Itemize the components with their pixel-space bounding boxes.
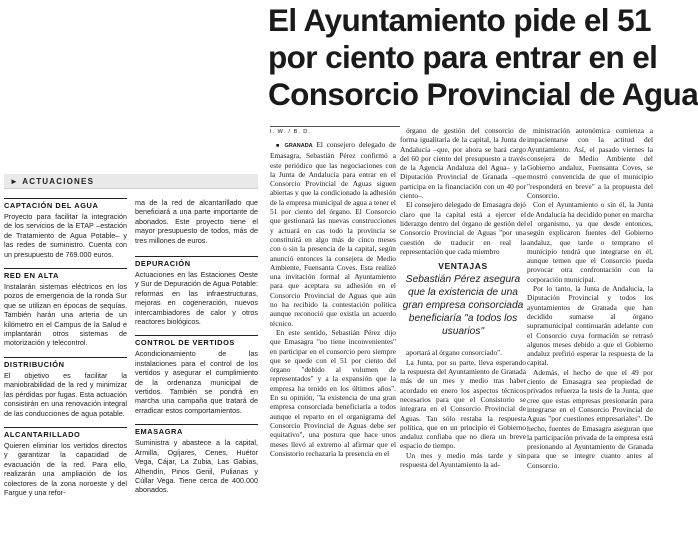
sidebar-left-column — [4, 198, 127, 506]
article-paragraph: Por lo tanto, la Junta de Andalucía, la Diputación Provincial y todos los ayuntamientos de Granada que han decidido sumarse al órgano supramunicipal continuarán adelante con el Consorcio cuya formación se retrasó algunos meses debido a que el Gobierno andaluz prefirió esperar la respuesta de la capital. — [527, 284, 653, 368]
sidebar-right-column — [135, 256, 258, 504]
article-paragraph: Con el Ayuntamiento o sin él, la Junta de Andalucía ha decidido poner en marcha el organismo, ya que desde entonces, según explicaron fuentes del Gobierno andaluz, que tarde o temprano el municipio tendrá que integrarse en él, aunque temen que el Consorcio pueda provocar otra confrontación con la corporación municipal. — [527, 200, 653, 284]
article-paragraph — [270, 140, 396, 328]
sidebar-label: ► ACTUACIONES — [4, 174, 258, 189]
pull-quote — [400, 262, 526, 338]
article-paragraph: Además, el hecho de que el 49 por ciento de Emasagra sea propiedad de privados refuerza la tesis de la Junta, que cree que estas empresas presionarán para integrarse en el Consorcio Provincial de Aguas "por cuestiones empresariales". De hecho, fuentes de Emasagra aseguran que la participación privada de la empresa está presionando al Ayuntamiento de Granada para que se integre cuanto antes al Consorcio. — [527, 367, 653, 470]
sidebar-item-title: DEPURACIÓN — [135, 256, 258, 268]
article-paragraph: aportará al órgano consorciado". — [406, 348, 503, 358]
headline-line-2: por ciento para entrar en el — [268, 39, 658, 75]
sidebar-item-text: Proyecto para facilitar la integración de los servicios de la ETAP –estación de Tratamiento de Agua Potable– y las redes de suministro. Cuenta con un presupuesto de 769.000 euros. — [4, 212, 127, 259]
article-column-2 — [400, 126, 526, 469]
sidebar-item-title: ALCANTARILLADO — [4, 427, 127, 439]
sidebar-continuation-text: ma de la red de alcantarillado que beneficiará a una parte importante de abonados. Este proyecto tiene el mayor presupuesto de todos, más de tres millones de euros. — [135, 198, 258, 245]
sidebar-item-text: Instalarán sistemas eléctricos en los pozos de emergencia de la ronda Sur que se utilizan en épocas de sequías. También harán una arteria de un kilómetro en el Campus de la Salud e implantarán otros sistemas de motorización y telecontrol. — [4, 282, 127, 348]
article-paragraph: El consejero delegado de Emasagra dejó claro que la capital está a ejercer el liderazgo dentro del órgano de gestión del Consorcio Provincial de Aguas "por una cuestión de traducir en real la representación que cada miembro — [400, 200, 526, 256]
sidebar-item-text: Actuaciones en las Estaciones Oeste y Sur de Depuración de Agua Potable: reformas en las infraestructuras, mejoras en cogeneración, nuevos intercambiadores de calor y otros reactores biológicos. — [135, 270, 258, 327]
actuaciones-sidebar — [4, 174, 261, 536]
dateline: ■ GRANADA — [276, 143, 313, 149]
article-paragraph: órgano de gestión del consorcio de forma igualitaria de la capital, la Junta de Andalucía –que, por ahora se hará cargo del 60 por ciento del presupuesto a través de la Agencia Andaluza del Agua– y la Diputación Provincial de Granada –que participa en la financiación con un 40 por ciento–. — [400, 126, 526, 201]
sidebar-item-title: RED EN ALTA — [4, 268, 127, 280]
pull-quote-label: VENTAJAS — [438, 261, 488, 272]
article-paragraph: ministración autonómica comienza a impacientarse con la actitud del Ayuntamiento. Así, el pasado viernes la consejera de Medio Ambiente del Gobierno andaluz, Fuensanta Coves, se mostró convencida de que el municipio "responderá en breve" a la propuesta del Consorcio. — [527, 126, 653, 201]
article-paragraph: Un mes y medio más tarde y sin respuesta del Ayuntamiento la ad- — [400, 450, 526, 470]
article-column-3 — [527, 126, 653, 470]
sidebar-item-text: Acondicionamiento de las instalaciones para el control de los vertidos y asegurar el cumplimiento de la ordenanza municipal de vertidos. También se pondrá en marcha una campaña que tratará de erradicar estos comportamientos. — [135, 349, 258, 415]
sidebar-item-text: El objetivo es facilitar la maniobrabilidad de la red y minimizar las pérdidas por fugas. Esta actuación consistirán en una renovación integral de las conducciones de agua potable. — [4, 370, 127, 418]
headline-line-3: Consorcio Provincial de Agua — [268, 76, 698, 112]
headline — [268, 2, 698, 113]
sidebar-item — [135, 424, 258, 494]
sidebar-item — [4, 268, 127, 348]
sidebar-item-title: CONTROL DE VERTIDOS — [135, 335, 258, 347]
sidebar-item — [135, 335, 258, 415]
headline-line-1: El Ayuntamiento pide el 51 — [268, 2, 651, 38]
sidebar-item-text: Suministra y abastece a la capital, Armilla, Ogíjares, Cenes, Huétor Vega, Cájar, La Zubia, Las Gabias, Alhendín, Pinos Genil, Pulianas y Cúllar Vega. Tiene cerca de 400.000 abonados. — [135, 438, 258, 495]
article-paragraph: La Junta, por su parte, lleva esperando la respuesta del Ayuntamiento de Granada más de un mes y medio tras haber acordado en enero los aspectos técnicos necesarios para que el Consistorio se integrara en el Consorcio Provincial de Aguas. Tan sólo restaba la respuesta política, que en un principio el Gobierno andaluz confiaba que no diera un breve espacio de tiempo. — [400, 357, 526, 451]
sidebar-item-title: EMASAGRA — [135, 424, 258, 436]
sidebar-item — [135, 256, 258, 326]
byline: I. W. / B. D. — [270, 126, 400, 135]
sidebar-item-text: Quieren eliminar los vertidos directos y garantizar la capacidad de evacuación de la red. Para ello, realizarán una ampliación de los colectores de la zona noroeste y del Fargue y una refor- — [4, 440, 127, 497]
sidebar-continuation — [135, 198, 258, 245]
sidebar-item — [4, 357, 127, 418]
article-paragraph: En este sentido, Sebastián Pérez dijo que Emasagra "no tiene inconvenientes" en participar en el consorcio pero siempre que se quede con el 51 por ciento del órgano "debido al volumen de representados" y a la expansión que la empresa ha tenido en los últimos años". En su opinión, "la existencia de una gran empresa consorciada beneficiaría a todos aunque el reparto en el organigrama del Consorcio Provincial de Aguas debe ser equitativo", una postura que hace unos meses llevó al extremo al afirmar que el Consistorio rechazaría la presencia en el — [270, 327, 396, 458]
sidebar-item — [4, 198, 127, 259]
pull-quote-text: Sebastián Pérez asegura que la existencia de una gran empresa consorciada beneficiaría "a todos los usuarios" — [402, 274, 524, 338]
article-column-1 — [270, 140, 396, 458]
sidebar-item-title: CAPTACIÓN DEL AGUA — [4, 198, 127, 210]
sidebar-item — [4, 427, 127, 497]
sidebar-item-title: DISTRIBUCIÓN — [4, 357, 127, 369]
article-paragraph-text: El consejero delegado de Emasagra, Sebastián Pérez confirmó a este periódico que las negociaciones con la Junta de Andalucía para entrar en el Consorcio Provincial de Aguas siguen abiertas y que la condicionado la adhesión de la empresa municipal de agua a tener el 51 por ciento del órgano. El Consorcio que gestionará las nuevas construcciones y actuará en cas todo la provincia se constituirá en algo más de cinco meses con o sin la presencia de la capital, según anunció entonces la consejera de Medio Ambiente, Fuensanta Coves. Esta realizó una invitación formal al Ayuntamiento para que aceptara su adhesión en el Consorcio Provincial de Aguas que aún no ha recibido la contestación política aunque reconoció que existía un acuerdo técnico. — [270, 140, 396, 328]
